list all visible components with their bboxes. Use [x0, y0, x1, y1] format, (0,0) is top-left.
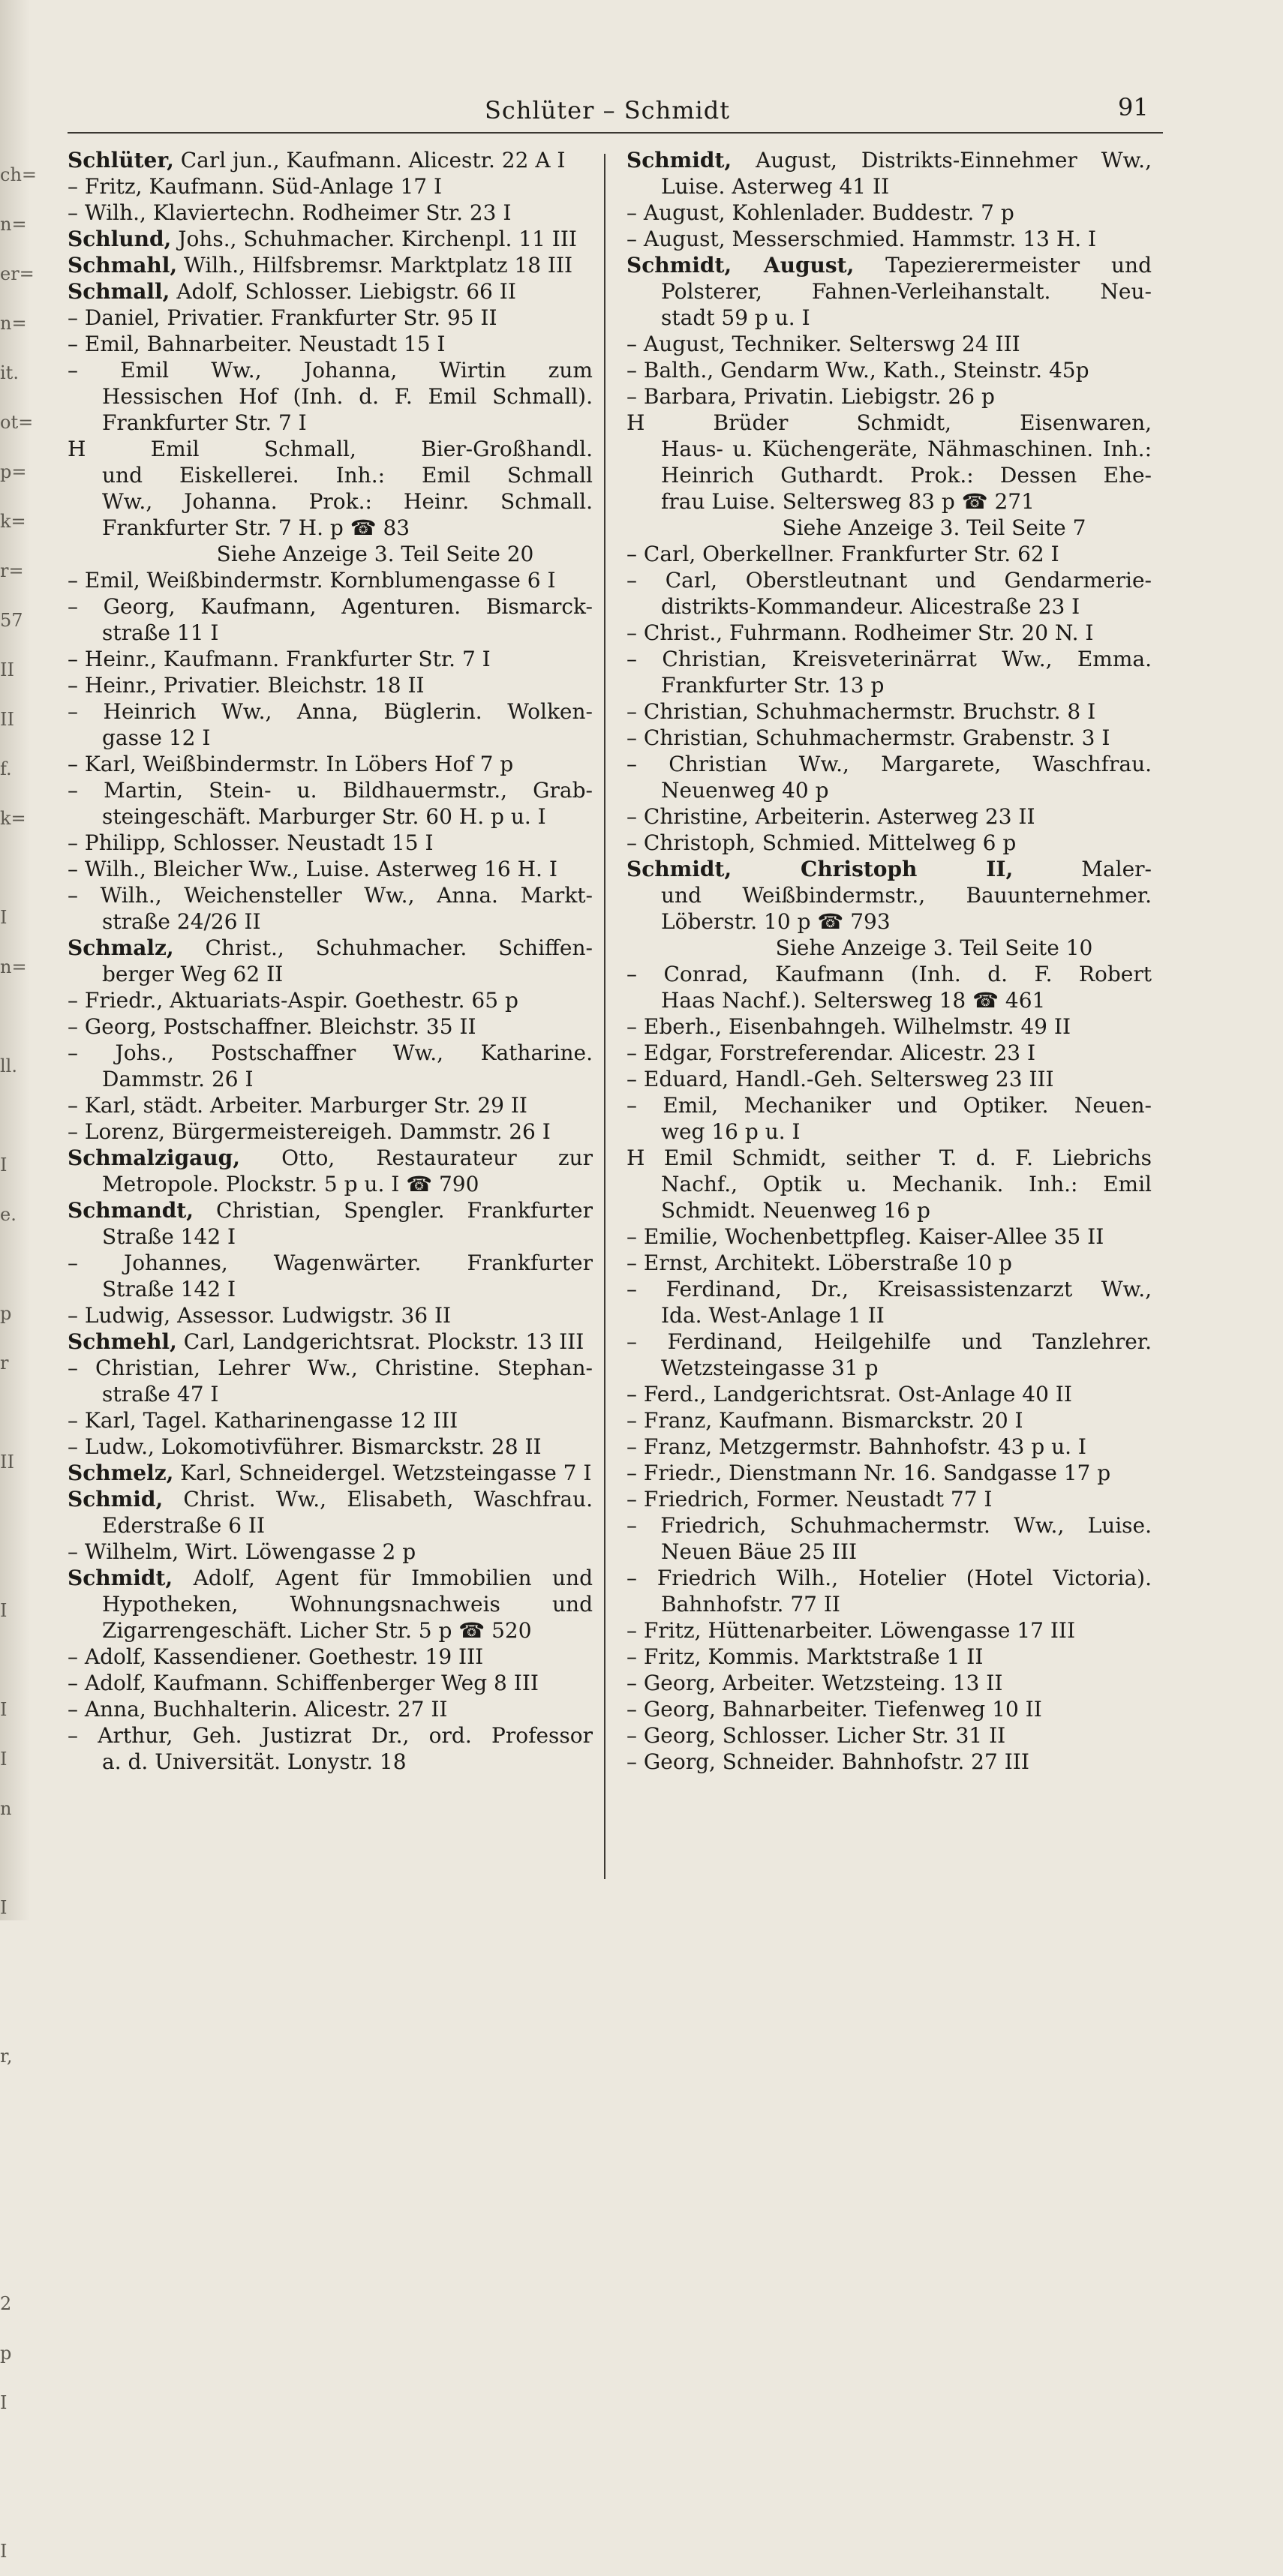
entry-text: – Daniel, Privatier. Frankfurter Str. 95 II [68, 305, 497, 330]
directory-line [626, 1644, 1152, 1670]
directory-line [68, 935, 593, 961]
running-title: Schlüter – Schmidt [485, 96, 731, 125]
entry-text: straße 47 I [102, 1382, 219, 1407]
entry-text: – Emil, Bahnarbeiter. Neustadt 15 I [68, 332, 446, 356]
entry-text: Bahnhofstr. 77 II [661, 1592, 840, 1617]
entry-text: – Johs., Postschaffner Ww., Katharine. [68, 1040, 593, 1065]
entry-surname: Schmidt, Christoph II, [626, 857, 1014, 881]
entry-text: August, Distrikts-Einnehmer Ww., [732, 148, 1152, 173]
entry-text: Wetzsteingasse 31 p [661, 1356, 879, 1380]
directory-line [68, 1460, 593, 1486]
directory-line [626, 1329, 1152, 1355]
directory-line [68, 1670, 593, 1696]
entry-text: – Adolf, Kassendiener. Goethestr. 19 III [68, 1644, 484, 1669]
entry-text: – Georg, Kaufmann, Agenturen. Bismarck- [68, 594, 593, 619]
directory-line [68, 1197, 593, 1223]
entry-text: – Karl, Tagel. Katharinengasse 12 III [68, 1408, 458, 1433]
directory-line [68, 173, 593, 200]
entry-text: – Carl, Oberstleutnant und Gendarmerie- [626, 568, 1152, 593]
directory-line [68, 751, 593, 777]
entry-surname: Schmall, [68, 279, 170, 304]
entry-text: – August, Techniker. Selterswg 24 III [626, 332, 1020, 356]
directory-line [68, 830, 593, 856]
entry-text: – Fritz, Kaufmann. Süd-Anlage 17 I [68, 174, 443, 199]
entry-text: – Arthur, Geh. Justizrat Dr., ord. Professor [68, 1723, 593, 1748]
page-header [0, 90, 1283, 135]
directory-line [626, 1670, 1152, 1696]
directory-line [626, 1722, 1152, 1749]
directory-line [626, 1355, 1152, 1381]
entry-surname: Schlüter, [68, 148, 174, 173]
entry-text: – Eduard, Handl.-Geh. Seltersweg 23 III [626, 1067, 1054, 1091]
entry-text: – Christ., Fuhrmann. Rodheimer Str. 20 N. I [626, 620, 1094, 645]
entry-text: Siehe Anzeige 3. Teil Seite 7 [782, 515, 1086, 540]
directory-line [626, 803, 1152, 830]
entry-text: – Christoph, Schmied. Mittelweg 6 p [626, 830, 1017, 855]
entry-text: – Georg, Schneider. Bahnhofstr. 27 III [626, 1749, 1029, 1774]
directory-line [68, 1407, 593, 1434]
directory-line [626, 383, 1152, 410]
entry-text: – Fritz, Hüttenarbeiter. Löwengasse 17 III [626, 1618, 1076, 1643]
entry-text: Hessischen Hof (Inh. d. F. Emil Schmall). [102, 384, 593, 409]
entry-text: – Friedr., Dienstmann Nr. 16. Sandgasse 17 p [626, 1461, 1111, 1485]
entry-surname: Schmidt, [68, 1566, 173, 1590]
entry-text: straße 24/26 II [102, 909, 261, 934]
directory-line [68, 1591, 593, 1617]
directory-line [626, 357, 1152, 383]
directory-line [626, 1565, 1152, 1591]
directory-line [626, 1407, 1152, 1434]
directory-line [626, 1250, 1152, 1276]
directory-line [626, 436, 1152, 462]
directory-line [68, 1302, 593, 1329]
directory-line [626, 305, 1152, 331]
entry-text: stadt 59 p u. I [661, 305, 810, 330]
directory-line [68, 777, 593, 803]
entry-text: – Karl, städt. Arbeiter. Marburger Str. 29 II [68, 1093, 527, 1118]
entry-text: Christ., Schuhmacher. Schiffen- [173, 935, 593, 960]
entry-text: – Edgar, Forstreferendar. Alicestr. 23 I [626, 1040, 1036, 1065]
directory-line [68, 541, 593, 567]
directory-line [626, 1591, 1152, 1617]
entry-text: Heinrich Guthardt. Prok.: Dessen Ehe- [661, 463, 1152, 488]
directory-line [626, 488, 1152, 515]
directory-line [626, 1092, 1152, 1118]
margin-bleed-text: ch= n= er= n= it. ot= p= k= r= 57 II II f. k= I n= ll. I e. p r II I I I n I r, 2 p I I [0, 164, 38, 2562]
directory-line [626, 1617, 1152, 1644]
directory-line [626, 1434, 1152, 1460]
entry-text: Luise. Asterweg 41 II [661, 174, 890, 199]
entry-text: Karl, Schneidergel. Wetzsteingasse 7 I [173, 1461, 592, 1485]
directory-line [68, 1040, 593, 1066]
entry-surname: Schmahl, [68, 253, 178, 278]
directory-line [68, 1355, 593, 1381]
entry-text: – Georg, Schlosser. Licher Str. 31 II [626, 1723, 1006, 1748]
entry-text: – Adolf, Kaufmann. Schiffenberger Weg 8 III [68, 1671, 539, 1695]
directory-line [68, 1565, 593, 1591]
directory-line [626, 1197, 1152, 1223]
entry-text: – Ferdinand, Dr., Kreisassistenzarzt Ww., [626, 1277, 1152, 1302]
directory-line [68, 252, 593, 278]
entry-text: Straße 142 I [102, 1277, 236, 1302]
entry-text: – Wilh., Weichensteller Ww., Anna. Markt- [68, 883, 593, 908]
entry-text: Siehe Anzeige 3. Teil Seite 10 [775, 935, 1093, 960]
directory-line [68, 383, 593, 410]
entry-text: – Ernst, Architekt. Löberstraße 10 p [626, 1250, 1012, 1275]
entry-text: – Friedrich, Schuhmachermstr. Ww., Luise. [626, 1513, 1152, 1538]
entry-text: Zigarrengeschäft. Licher Str. 5 p ☎ 520 [102, 1618, 532, 1643]
entry-text: – Georg, Arbeiter. Wetzsteing. 13 II [626, 1671, 1003, 1695]
entry-text: Tapezierermeister und [854, 253, 1152, 278]
directory-line [68, 672, 593, 698]
entry-text: Neuen Bäue 25 III [661, 1539, 858, 1564]
directory-line [626, 1013, 1152, 1040]
entry-text: Metropole. Plockstr. 5 p u. I ☎ 790 [102, 1172, 479, 1196]
directory-line [68, 1250, 593, 1276]
directory-line [626, 567, 1152, 593]
directory-line [68, 1276, 593, 1302]
entry-text: – Heinr., Kaufmann. Frankfurter Str. 7 I [68, 647, 491, 671]
directory-line [68, 1486, 593, 1512]
directory-line [68, 1644, 593, 1670]
entry-surname: Schmidt, [626, 148, 732, 173]
directory-line [68, 1013, 593, 1040]
directory-line [626, 830, 1152, 856]
directory-line [68, 1749, 593, 1775]
entry-text: Haas Nachf.). Seltersweg 18 ☎ 461 [661, 988, 1046, 1013]
directory-line [626, 672, 1152, 698]
directory-line [68, 1434, 593, 1460]
entry-text: – Heinr., Privatier. Bleichstr. 18 II [68, 673, 425, 698]
entry-text: – Christian, Schuhmachermstr. Grabenstr. 3 I [626, 725, 1110, 750]
directory-line [626, 987, 1152, 1013]
entry-text: H Emil Schmall, Bier-Großhandl. [68, 437, 593, 461]
entry-text: – Anna, Buchhalterin. Alicestr. 27 II [68, 1697, 448, 1722]
directory-line [68, 856, 593, 882]
entry-text: Neuenweg 40 p [661, 778, 829, 803]
directory-line [626, 1040, 1152, 1066]
entry-text: Hypotheken, Wohnungsnachweis und [102, 1592, 593, 1617]
directory-line [626, 1696, 1152, 1722]
directory-line [626, 1223, 1152, 1250]
directory-line [68, 620, 593, 646]
directory-line [626, 777, 1152, 803]
entry-text: Maler- [1013, 857, 1152, 881]
entry-text: – Franz, Metzgermstr. Bahnhofstr. 43 p u. I [626, 1434, 1086, 1459]
directory-line [626, 698, 1152, 725]
entry-text: gasse 12 I [102, 725, 211, 750]
directory-line [68, 725, 593, 751]
directory-line [626, 147, 1152, 173]
entry-text: – Heinrich Ww., Anna, Büglerin. Wolken- [68, 699, 593, 724]
entry-text: – Friedrich, Former. Neustadt 77 I [626, 1487, 993, 1512]
directory-line [68, 305, 593, 331]
entry-text: Schmidt. Neuenweg 16 p [661, 1198, 930, 1223]
directory-line [68, 567, 593, 593]
directory-line [626, 1302, 1152, 1329]
directory-line [68, 1092, 593, 1118]
entry-text: Christ. Ww., Elisabeth, Waschfrau. [163, 1487, 593, 1512]
entry-text: – Conrad, Kaufmann (Inh. d. F. Robert [626, 962, 1152, 986]
directory-line [68, 462, 593, 488]
entry-text: – Franz, Kaufmann. Bismarckstr. 20 I [626, 1408, 1023, 1433]
entry-text: – Johannes, Wagenwärter. Frankfurter [68, 1250, 593, 1275]
directory-line [68, 908, 593, 935]
entry-surname: Schmelz, [68, 1461, 174, 1485]
entry-text: – Emil Ww., Johanna, Wirtin zum [68, 358, 593, 383]
directory-line [626, 1749, 1152, 1775]
directory-line [626, 908, 1152, 935]
directory-line [626, 620, 1152, 646]
directory-line [626, 856, 1152, 882]
entry-text: – Christian, Lehrer Ww., Christine. Stephan- [68, 1356, 593, 1380]
entry-text: Wilh., Hilfsbremsr. Marktplatz 18 III [177, 253, 573, 278]
directory-line [68, 515, 593, 541]
directory-line [626, 751, 1152, 777]
directory-line [626, 200, 1152, 226]
directory-line [626, 226, 1152, 252]
entry-text: Siehe Anzeige 3. Teil Seite 20 [216, 542, 534, 566]
entry-text: a. d. Universität. Lonystr. 18 [102, 1749, 407, 1774]
entry-text: Polsterer, Fahnen-Verleihanstalt. Neu- [661, 279, 1152, 304]
directory-line [68, 987, 593, 1013]
directory-line [68, 278, 593, 305]
directory-line [68, 1171, 593, 1197]
directory-line [626, 173, 1152, 200]
entry-text: Johs., Schuhmacher. Kirchenpl. 11 III [171, 227, 577, 251]
column-divider [604, 154, 605, 1879]
directory-line [68, 1066, 593, 1092]
entry-text: Frankfurter Str. 13 p [661, 673, 885, 698]
entry-surname: Schmidt, August, [626, 253, 855, 278]
directory-line [68, 436, 593, 462]
entry-text: weg 16 p u. I [661, 1119, 801, 1144]
entry-text: – Friedr., Aktuariats-Aspir. Goethestr. 65 p [68, 988, 518, 1013]
entry-text: – Balth., Gendarm Ww., Kath., Steinstr. 45p [626, 358, 1089, 383]
entry-text: – Ferd., Landgerichtsrat. Ost-Anlage 40 II [626, 1382, 1072, 1407]
entry-text: – Christine, Arbeiterin. Asterweg 23 II [626, 804, 1035, 829]
directory-line [68, 1722, 593, 1749]
directory-line [626, 1381, 1152, 1407]
directory-line [626, 331, 1152, 357]
directory-line [626, 882, 1152, 908]
directory-line [626, 593, 1152, 620]
directory-line [626, 1066, 1152, 1092]
entry-text: – Martin, Stein- u. Bildhauermstr., Grab- [68, 778, 593, 803]
left-column [68, 147, 593, 1902]
directory-line [626, 252, 1152, 278]
directory-line [68, 147, 593, 173]
directory-line [68, 357, 593, 383]
directory-line [68, 1329, 593, 1355]
entry-text: frau Luise. Seltersweg 83 p ☎ 271 [661, 489, 1035, 514]
entry-surname: Schmandt, [68, 1198, 194, 1223]
entry-text: distrikts-Kommandeur. Alicestraße 23 I [661, 594, 1080, 619]
directory-line [68, 698, 593, 725]
entry-text: H Emil Schmidt, seither T. d. F. Liebrichs [626, 1145, 1152, 1170]
entry-text: – Emilie, Wochenbettpfleg. Kaiser-Allee 35 II [626, 1224, 1104, 1249]
directory-line [68, 593, 593, 620]
directory-line [68, 331, 593, 357]
directory-line [626, 646, 1152, 672]
directory-line [68, 1512, 593, 1539]
entry-text: Christian, Spengler. Frankfurter [194, 1198, 593, 1223]
directory-line [626, 1145, 1152, 1171]
directory-line [626, 1460, 1152, 1486]
entry-text: H Brüder Schmidt, Eisenwaren, [626, 410, 1152, 435]
directory-line [626, 1486, 1152, 1512]
entry-text: Frankfurter Str. 7 H. p ☎ 83 [102, 515, 410, 540]
entry-text: – Ludw., Lokomotivführer. Bismarckstr. 28 II [68, 1434, 542, 1459]
entry-text: – Georg, Postschaffner. Bleichstr. 35 II [68, 1014, 476, 1039]
directory-line [626, 515, 1152, 541]
directory-line [626, 278, 1152, 305]
directory-line [68, 200, 593, 226]
entry-text: – Lorenz, Bürgermeistereigeh. Dammstr. 26 I [68, 1119, 551, 1144]
directory-line [626, 1539, 1152, 1565]
entry-text: berger Weg 62 II [102, 962, 284, 986]
entry-text: Ww., Johanna. Prok.: Heinr. Schmall. [102, 489, 593, 514]
entry-text: – Ludwig, Assessor. Ludwigstr. 36 II [68, 1303, 452, 1328]
entry-surname: Schmid, [68, 1487, 164, 1512]
entry-surname: Schmehl, [68, 1329, 177, 1354]
entry-text: – Georg, Bahnarbeiter. Tiefenweg 10 II [626, 1697, 1042, 1722]
entry-text: steingeschäft. Marburger Str. 60 H. p u. I [102, 804, 546, 829]
entry-text: Löberstr. 10 p ☎ 793 [661, 909, 891, 934]
entry-text: Carl jun., Kaufmann. Alicestr. 22 A I [173, 148, 566, 173]
header-rule [68, 132, 1163, 134]
entry-text: – Carl, Oberkellner. Frankfurter Str. 62 I [626, 542, 1059, 566]
entry-text: – Ferdinand, Heilgehilfe und Tanzlehrer. [626, 1329, 1152, 1354]
entry-text: – Barbara, Privatin. Liebigstr. 26 p [626, 384, 995, 409]
directory-line [68, 1118, 593, 1145]
entry-text: – Wilh., Klaviertechn. Rodheimer Str. 23 I [68, 200, 512, 225]
entry-text: Otto, Restaurateur zur [239, 1145, 593, 1170]
entry-text: und Eiskellerei. Inh.: Emil Schmall [102, 463, 593, 488]
entry-text: Carl, Landgerichtsrat. Plockstr. 13 III [176, 1329, 584, 1354]
entry-text: Haus- u. Küchengeräte, Nähmaschinen. Inh.: [661, 437, 1152, 461]
directory-line [626, 1171, 1152, 1197]
entry-text: – August, Messerschmied. Hammstr. 13 H. I [626, 227, 1097, 251]
entry-text: – Christian Ww., Margarete, Waschfrau. [626, 752, 1152, 776]
directory-line [68, 961, 593, 987]
right-column [626, 147, 1152, 1902]
entry-text: Straße 142 I [102, 1224, 236, 1249]
directory-line [68, 1381, 593, 1407]
entry-surname: Schmalz, [68, 935, 174, 960]
directory-line [68, 882, 593, 908]
directory-line [626, 1276, 1152, 1302]
entry-text: – August, Kohlenlader. Buddestr. 7 p [626, 200, 1014, 225]
directory-line [68, 646, 593, 672]
entry-text: – Karl, Weißbindermstr. In Löbers Hof 7 p [68, 752, 514, 776]
page-number: 91 [1118, 93, 1149, 122]
directory-line [626, 1512, 1152, 1539]
directory-line [68, 1696, 593, 1722]
entry-text: – Fritz, Kommis. Marktstraße 1 II [626, 1644, 984, 1669]
directory-line [68, 1617, 593, 1644]
directory-line [626, 410, 1152, 436]
entry-text: Frankfurter Str. 7 I [102, 410, 307, 435]
directory-line [68, 1539, 593, 1565]
entry-text: – Emil, Mechaniker und Optiker. Neuen- [626, 1093, 1152, 1118]
directory-line [68, 488, 593, 515]
entry-text: und Weißbindermstr., Bauunternehmer. [661, 883, 1152, 908]
directory-line [68, 1223, 593, 1250]
entry-text: Ida. West-Anlage 1 II [661, 1303, 885, 1328]
entry-surname: Schmalzigaug, [68, 1145, 240, 1170]
directory-line [626, 725, 1152, 751]
directory-line [68, 226, 593, 252]
directory-line [68, 410, 593, 436]
entry-text: – Philipp, Schlosser. Neustadt 15 I [68, 830, 434, 855]
entry-text: Adolf, Agent für Immobilien und [173, 1566, 593, 1590]
entry-surname: Schlund, [68, 227, 172, 251]
entry-text: Dammstr. 26 I [102, 1067, 254, 1091]
entry-text: Nachf., Optik u. Mechanik. Inh.: Emil [661, 1172, 1152, 1196]
entry-text: Ederstraße 6 II [102, 1513, 266, 1538]
directory-line [626, 935, 1152, 961]
entry-text: – Wilh., Bleicher Ww., Luise. Asterweg 16 H. I [68, 857, 557, 881]
entry-text: – Wilhelm, Wirt. Löwengasse 2 p [68, 1539, 416, 1564]
directory-line [626, 1118, 1152, 1145]
directory-line [626, 541, 1152, 567]
entry-text: – Friedrich Wilh., Hotelier (Hotel Victoria). [626, 1566, 1152, 1590]
directory-line [68, 1145, 593, 1171]
directory-line [626, 961, 1152, 987]
entry-text: – Eberh., Eisenbahngeh. Wilhelmstr. 49 II [626, 1014, 1071, 1039]
entry-text: – Emil, Weißbindermstr. Kornblumengasse 6 I [68, 568, 556, 593]
directory-line [68, 803, 593, 830]
entry-text: Adolf, Schlosser. Liebigstr. 66 II [170, 279, 516, 304]
entry-text: – Christian, Schuhmachermstr. Bruchstr. 8 I [626, 699, 1096, 724]
entry-text: straße 11 I [102, 620, 219, 645]
entry-text: – Christian, Kreisveterinärrat Ww., Emma. [626, 647, 1152, 671]
directory-line [626, 462, 1152, 488]
